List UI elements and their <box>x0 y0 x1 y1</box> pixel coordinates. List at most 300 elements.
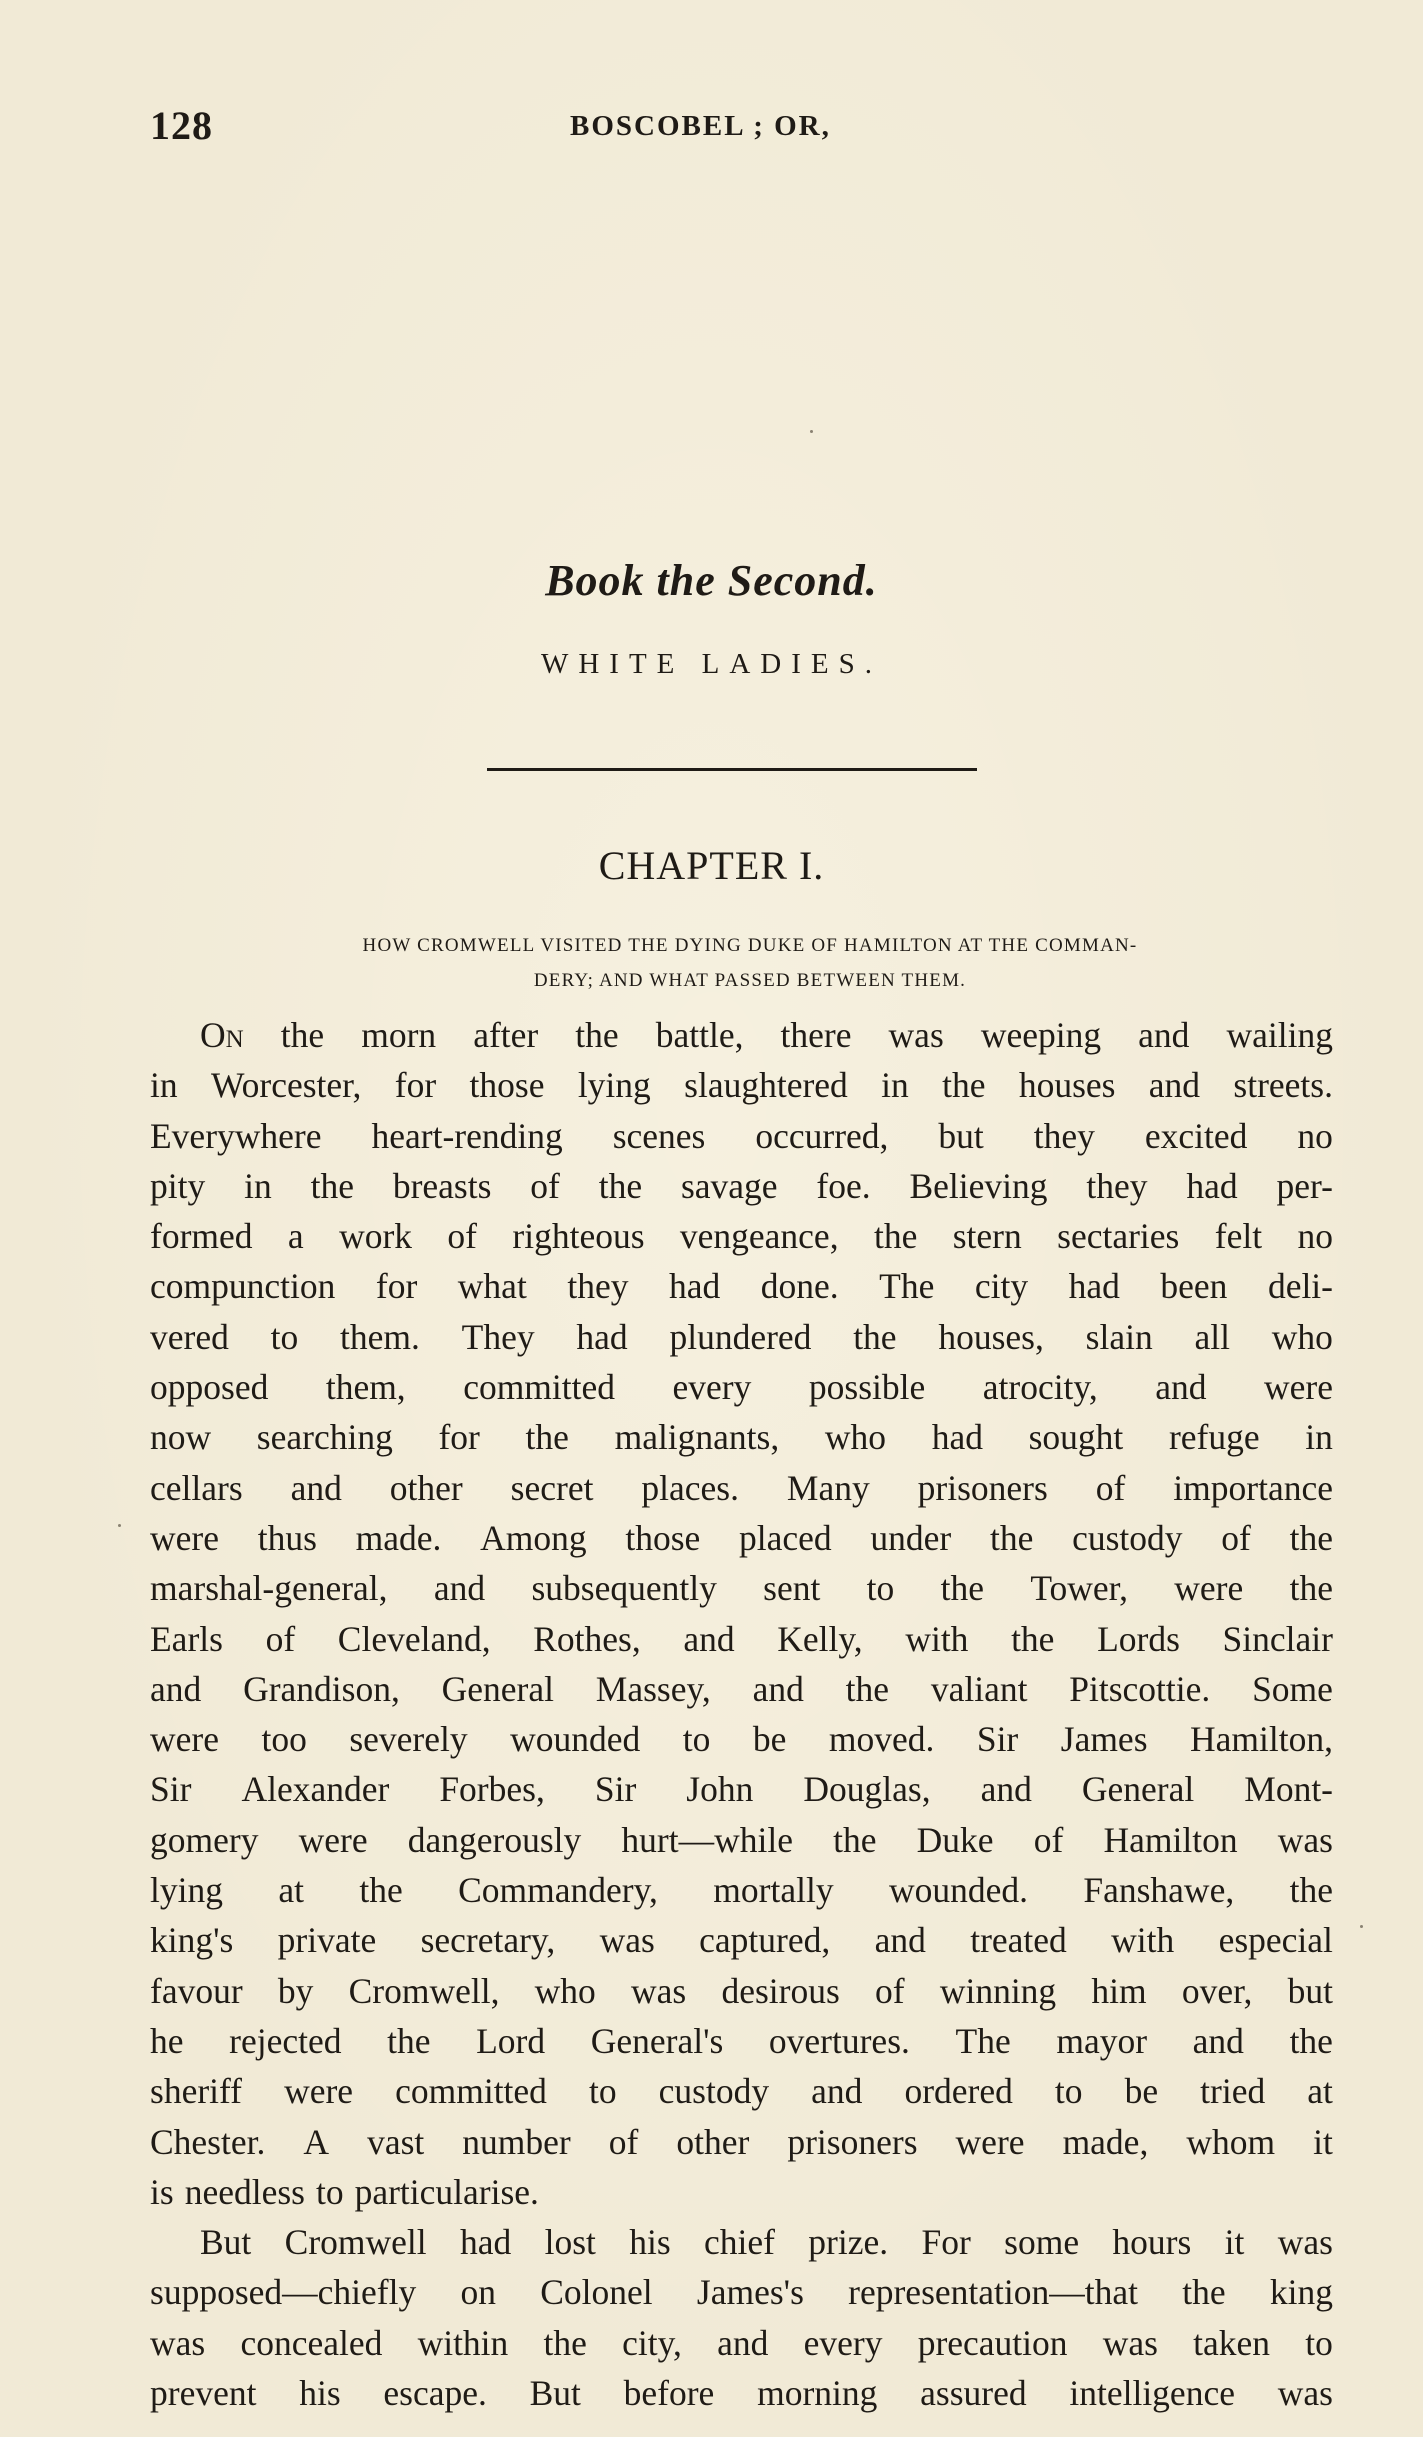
body-word: to <box>682 1719 711 1760</box>
body-word: the <box>575 1015 619 1055</box>
body-word: Massey, <box>595 1668 711 1709</box>
body-word: now <box>150 1417 212 1458</box>
body-text-line <box>150 1563 1333 1613</box>
body-word: to <box>270 1316 299 1357</box>
body-word: importance <box>1173 1467 1333 1508</box>
chapter-body-text <box>150 1010 1333 2418</box>
body-word: ordered <box>904 2071 1013 2112</box>
running-head <box>150 102 1330 154</box>
body-word: opposed <box>150 1367 269 1408</box>
body-text-line <box>150 1966 1333 2016</box>
body-word: of <box>1095 1467 1126 1508</box>
body-text-line <box>150 1463 1333 1513</box>
body-word: Chester. <box>150 2121 266 2162</box>
body-word: wounded <box>510 1719 641 1760</box>
body-word: of <box>447 1216 477 1257</box>
body-word: prisoners <box>917 1467 1048 1508</box>
body-word: morn <box>361 1015 437 1055</box>
body-word: for <box>375 1266 418 1307</box>
body-word: in <box>244 1165 272 1206</box>
body-word: they <box>567 1266 629 1307</box>
body-text-line <box>150 1614 1333 1664</box>
body-word: excited <box>1144 1115 1248 1156</box>
body-word: Mont- <box>1244 1769 1333 1810</box>
body-word: had <box>668 1266 721 1307</box>
body-word: and <box>290 1467 342 1508</box>
body-word: there <box>780 1015 852 1055</box>
body-word: Sir <box>594 1769 637 1810</box>
body-word: dangerously <box>407 1819 582 1860</box>
body-word: thus <box>257 1517 317 1558</box>
body-word: weeping <box>980 1015 1102 1055</box>
body-word: were <box>150 1719 219 1760</box>
body-word: for <box>438 1417 480 1458</box>
body-text-line <box>150 2167 1333 2217</box>
body-word: tried <box>1200 2071 1266 2112</box>
body-word: righteous <box>512 1216 645 1257</box>
body-word: is <box>150 2171 174 2212</box>
body-word: prisoners <box>787 2121 918 2162</box>
body-word: sheriff <box>150 2071 243 2112</box>
body-word: the <box>833 1819 877 1860</box>
body-word: and <box>980 1769 1032 1810</box>
body-word: intelligence <box>1069 2373 1235 2414</box>
body-word: were <box>955 2121 1025 2162</box>
body-word: wounded. <box>888 1870 1028 1911</box>
body-word: with <box>1111 1920 1175 1961</box>
body-word: private <box>277 1920 377 1961</box>
body-word: had <box>931 1417 983 1458</box>
body-word: Cromwell <box>284 2222 427 2263</box>
body-word: severely <box>349 1719 468 1760</box>
body-word: the <box>940 1568 984 1609</box>
body-word: compunction <box>150 1266 336 1307</box>
body-word: was <box>150 2322 206 2363</box>
body-word: who <box>824 1417 887 1458</box>
body-word: favour <box>150 1970 243 2011</box>
body-word: Believing <box>909 1165 1048 1206</box>
body-text-line <box>150 2368 1333 2418</box>
body-word: gomery <box>150 1819 259 1860</box>
body-word: They <box>461 1316 535 1357</box>
body-word: On <box>200 1015 244 1055</box>
body-word: within <box>417 2322 509 2363</box>
body-word: for <box>394 1065 437 1106</box>
body-word: James <box>1060 1719 1148 1760</box>
body-word: taken <box>1193 2322 1271 2363</box>
body-word: be <box>752 1719 787 1760</box>
body-word: plundered <box>669 1316 812 1357</box>
body-word: slaughtered <box>684 1065 848 1106</box>
body-word: Sir <box>976 1719 1019 1760</box>
body-word: on <box>460 2272 496 2313</box>
body-word: Pitscottie. <box>1069 1668 1211 1709</box>
body-word: at <box>278 1870 304 1911</box>
body-word: For <box>921 2222 971 2263</box>
body-text-line <box>150 1412 1333 1462</box>
body-word: king <box>1269 2272 1333 2313</box>
body-word: but <box>1287 1970 1333 2011</box>
body-word: vered <box>150 1316 229 1357</box>
body-word: mayor <box>1056 2020 1148 2061</box>
body-word: under <box>870 1517 952 1558</box>
body-word: was <box>1277 1819 1333 1860</box>
body-word: Hamilton, <box>1190 1719 1333 1760</box>
body-text-line <box>150 2217 1333 2267</box>
body-word: marshal-general, <box>150 1568 388 1609</box>
body-word: subsequently <box>531 1568 717 1609</box>
body-word: occurred, <box>755 1115 889 1156</box>
body-word: them. <box>340 1316 420 1357</box>
body-word: the <box>280 1015 325 1055</box>
body-word: formed <box>150 1216 253 1257</box>
body-word: the <box>1182 2272 1226 2313</box>
body-word: the <box>543 2322 587 2363</box>
body-word: desirous <box>721 1970 840 2011</box>
body-word: no <box>1297 1115 1333 1156</box>
body-word: by <box>277 1970 314 2011</box>
body-word: the <box>1289 2020 1333 2061</box>
body-word: were <box>1264 1367 1333 1408</box>
body-word: in <box>150 1065 178 1106</box>
body-word: malignants, <box>614 1417 780 1458</box>
body-word: it <box>1313 2121 1333 2162</box>
body-word: were <box>298 1819 368 1860</box>
body-word: vengeance, <box>679 1216 839 1257</box>
body-text-line <box>150 1764 1333 1814</box>
body-word: refuge <box>1168 1417 1260 1458</box>
body-word: per- <box>1276 1165 1333 1206</box>
body-word: the <box>525 1417 569 1458</box>
body-word: streets. <box>1233 1065 1333 1106</box>
body-word: representation—that <box>848 2272 1138 2313</box>
body-text-line <box>150 2267 1333 2317</box>
body-word: was <box>1277 2222 1333 2263</box>
body-text-line <box>150 1161 1333 1211</box>
body-word: possible <box>808 1367 926 1408</box>
body-word: mortally <box>713 1870 834 1911</box>
body-word: they <box>1033 1115 1095 1156</box>
body-word: before <box>623 2373 715 2414</box>
body-word: breasts <box>392 1165 492 1206</box>
body-word: Duke <box>916 1819 994 1860</box>
body-word: secret <box>510 1467 594 1508</box>
body-word: whom <box>1186 2121 1276 2162</box>
body-word: savage <box>680 1165 778 1206</box>
body-word: other <box>389 1467 463 1508</box>
body-word: prevent <box>150 2373 257 2414</box>
body-word: hurt—while <box>621 1819 793 1860</box>
body-word: Fanshawe, <box>1083 1870 1235 1911</box>
body-text-line <box>150 1664 1333 1714</box>
body-word: his <box>299 2373 341 2414</box>
body-word: the <box>1011 1618 1055 1659</box>
body-word: Sinclair <box>1222 1618 1333 1659</box>
body-word: chief <box>704 2222 775 2263</box>
body-word: was <box>1102 2322 1158 2363</box>
body-word: custody <box>1072 1517 1183 1558</box>
body-word: houses <box>1018 1065 1116 1106</box>
body-word: them, <box>325 1367 406 1408</box>
body-word: with <box>905 1618 969 1659</box>
body-word: him <box>1091 1970 1147 2011</box>
body-word: the <box>873 1216 918 1257</box>
body-word: Many <box>786 1467 870 1508</box>
body-word: the <box>310 1165 354 1206</box>
body-word: cellars <box>150 1467 243 1508</box>
body-word: sought <box>1028 1417 1124 1458</box>
body-word: and <box>1155 1367 1207 1408</box>
body-word: Worcester, <box>210 1065 362 1106</box>
body-word: was <box>888 1015 944 1055</box>
body-word: The <box>955 2020 1011 2061</box>
body-word: vast <box>367 2121 425 2162</box>
body-word: Grandison, <box>243 1668 400 1709</box>
body-word: of <box>1033 1819 1064 1860</box>
body-text-line <box>150 1261 1333 1311</box>
body-word: and <box>752 1668 804 1709</box>
body-word: especial <box>1218 1920 1333 1961</box>
body-word: General's <box>590 2020 724 2061</box>
body-word: Douglas, <box>803 1769 931 1810</box>
body-word: assured <box>920 2373 1027 2414</box>
chapter-summary-line: DERY; AND WHAT PASSED BETWEEN THEM. <box>533 970 967 991</box>
body-word: sent <box>763 1568 821 1609</box>
body-word: Earls <box>150 1618 223 1659</box>
body-word: Sir <box>150 1769 192 1810</box>
body-word: deli- <box>1267 1266 1333 1307</box>
body-word: over, <box>1181 1970 1253 2011</box>
body-word: rejected <box>229 2020 342 2061</box>
body-word: supposed—chiefly <box>150 2272 417 2313</box>
body-word: and <box>717 2322 769 2363</box>
body-text-line <box>150 1211 1333 1261</box>
body-word: after <box>473 1015 539 1055</box>
body-word: General <box>441 1668 554 1709</box>
body-word: city, <box>622 2322 682 2363</box>
body-word: and <box>433 1568 486 1609</box>
body-word: Cromwell, <box>348 1970 500 2011</box>
body-word: The <box>879 1266 935 1307</box>
body-word: concealed <box>240 2322 383 2363</box>
body-word: made, <box>1062 2121 1149 2162</box>
body-word: committed <box>463 1367 616 1408</box>
body-word: too <box>261 1719 307 1760</box>
body-word: battle, <box>655 1015 744 1055</box>
body-word: hours <box>1112 2222 1192 2263</box>
body-word: his <box>629 2222 671 2263</box>
body-word: done. <box>760 1266 839 1307</box>
body-text-line <box>150 1815 1333 1865</box>
body-word: and <box>683 1618 735 1659</box>
body-word: the <box>1289 1517 1333 1558</box>
body-word: the <box>990 1517 1034 1558</box>
chapter-summary <box>160 928 1340 998</box>
paper-speck <box>810 430 813 433</box>
body-word: they <box>1086 1165 1148 1206</box>
body-word: had <box>576 1316 628 1357</box>
body-word: slain <box>1085 1316 1153 1357</box>
body-word: number <box>462 2121 571 2162</box>
body-word: of <box>608 2121 639 2162</box>
body-word: Lords <box>1097 1618 1180 1659</box>
body-word: Hamilton <box>1103 1819 1238 1860</box>
body-word: the <box>845 1668 890 1709</box>
body-word: what <box>457 1266 527 1307</box>
body-word: and <box>1138 1015 1190 1055</box>
body-word: to <box>315 2171 344 2212</box>
body-word: James's <box>696 2272 804 2313</box>
body-word: houses, <box>938 1316 1044 1357</box>
body-word: to <box>1054 2071 1083 2112</box>
body-word: But <box>200 2222 252 2263</box>
body-word: overtures. <box>768 2020 910 2061</box>
body-word: John <box>686 1769 754 1810</box>
body-word: places. <box>641 1467 739 1508</box>
body-word: lying <box>150 1870 223 1911</box>
body-word: Kelly, <box>777 1618 863 1659</box>
body-word: winning <box>939 1970 1057 2011</box>
body-word: A <box>303 2121 330 2162</box>
running-title: BOSCOBEL ; OR, <box>570 110 831 142</box>
body-word: prize. <box>808 2222 889 2263</box>
body-word: other <box>676 2121 750 2162</box>
body-word: but <box>938 1115 984 1156</box>
paper-speck <box>118 1524 121 1527</box>
body-word: needless <box>184 2171 305 2212</box>
body-word: it <box>1224 2222 1245 2263</box>
body-word: all <box>1194 1316 1230 1357</box>
body-word: every <box>672 1367 752 1408</box>
body-text-line <box>150 1714 1333 1764</box>
body-word: been <box>1160 1266 1228 1307</box>
body-word: at <box>1307 2071 1333 2112</box>
body-word: Some <box>1252 1668 1333 1709</box>
body-text-line <box>150 1513 1333 1563</box>
body-word: heart-rending <box>371 1115 563 1156</box>
body-word: in <box>881 1065 909 1106</box>
body-text-line <box>150 2016 1333 2066</box>
body-word: moved. <box>828 1719 935 1760</box>
body-word: Lord <box>476 2020 546 2061</box>
body-text-line <box>150 1312 1333 1362</box>
book-subtitle: WHITE LADIES. <box>540 648 882 680</box>
body-word: be <box>1124 2071 1159 2112</box>
body-word: the <box>387 2020 431 2061</box>
body-word: were <box>1174 1568 1244 1609</box>
body-word: who <box>1271 1316 1333 1357</box>
body-text-line <box>150 2117 1333 2167</box>
body-word: was <box>1277 2373 1333 2414</box>
body-word: Cleveland, <box>337 1618 491 1659</box>
body-word: to <box>866 1568 895 1609</box>
body-word: atrocity, <box>982 1367 1098 1408</box>
body-word: who <box>534 1970 596 2011</box>
body-text-line <box>150 1060 1333 1110</box>
body-text-line <box>150 1111 1333 1161</box>
body-word: escape. <box>383 2373 487 2414</box>
body-word: those <box>625 1517 701 1558</box>
paper-speck <box>1360 1925 1363 1928</box>
body-word: made. <box>355 1517 442 1558</box>
body-word: to <box>1305 2322 1333 2363</box>
body-word: a <box>287 1216 304 1257</box>
body-word: no <box>1297 1216 1333 1257</box>
body-word: Everywhere <box>150 1115 322 1156</box>
chapter-heading: CHAPTER I. <box>598 843 825 888</box>
body-word: lost <box>544 2222 596 2263</box>
body-word: and <box>1148 1065 1201 1106</box>
body-word: were <box>284 2071 354 2112</box>
body-word: secretary, <box>420 1920 556 1961</box>
body-word: of <box>875 1970 905 2011</box>
page-number: 128 <box>150 103 213 148</box>
body-word: pity <box>150 1165 206 1206</box>
body-word: lying <box>577 1065 651 1106</box>
body-word: the <box>1289 1568 1333 1609</box>
body-word: Forbes, <box>439 1769 545 1810</box>
book-title: Book the Second. <box>545 556 878 605</box>
body-word: of <box>265 1618 296 1659</box>
body-word: Rothes, <box>533 1618 641 1659</box>
body-word: Among <box>480 1517 587 1558</box>
body-word: valiant <box>930 1668 1028 1709</box>
body-word: Alexander <box>241 1769 390 1810</box>
body-word: had <box>1186 1165 1238 1206</box>
body-word: the <box>359 1870 403 1911</box>
body-word: of <box>530 1165 560 1206</box>
body-word: king's <box>150 1920 234 1961</box>
body-word: General <box>1081 1769 1195 1810</box>
body-word: treated <box>970 1920 1067 1961</box>
body-word: of <box>1221 1517 1251 1558</box>
body-word: the <box>942 1065 986 1106</box>
body-word: in <box>1305 1417 1333 1458</box>
body-word: was <box>599 1920 655 1961</box>
body-word: Commandery, <box>458 1870 658 1911</box>
body-word: every <box>803 2322 883 2363</box>
body-word: sectaries <box>1057 1216 1180 1257</box>
body-word: work <box>339 1216 413 1257</box>
body-text-line <box>150 1865 1333 1915</box>
section-divider-rule <box>487 768 977 771</box>
body-word: foe. <box>816 1165 871 1206</box>
body-text-line <box>150 1010 1333 1060</box>
body-word: those <box>469 1065 545 1106</box>
body-word: he <box>150 2020 184 2061</box>
body-word: searching <box>256 1417 393 1458</box>
body-word: and <box>874 1920 926 1961</box>
body-word: captured, <box>699 1920 831 1961</box>
body-word: stern <box>952 1216 1022 1257</box>
body-word: was <box>631 1970 687 2011</box>
body-word: to <box>588 2071 617 2112</box>
body-word: the <box>1289 1870 1333 1911</box>
body-word: and <box>811 2071 863 2112</box>
body-text-line <box>150 2066 1333 2116</box>
body-word: Tower, <box>1030 1568 1128 1609</box>
body-word: But <box>529 2373 581 2414</box>
body-word: the <box>598 1165 643 1206</box>
body-text-line <box>150 1915 1333 1965</box>
body-text-line <box>150 1362 1333 1412</box>
body-word: and <box>150 1668 202 1709</box>
body-word: custody <box>658 2071 770 2112</box>
body-word: city <box>974 1266 1029 1307</box>
body-word: felt <box>1214 1216 1263 1257</box>
body-word: scenes <box>612 1115 706 1156</box>
body-text-line <box>150 2318 1333 2368</box>
